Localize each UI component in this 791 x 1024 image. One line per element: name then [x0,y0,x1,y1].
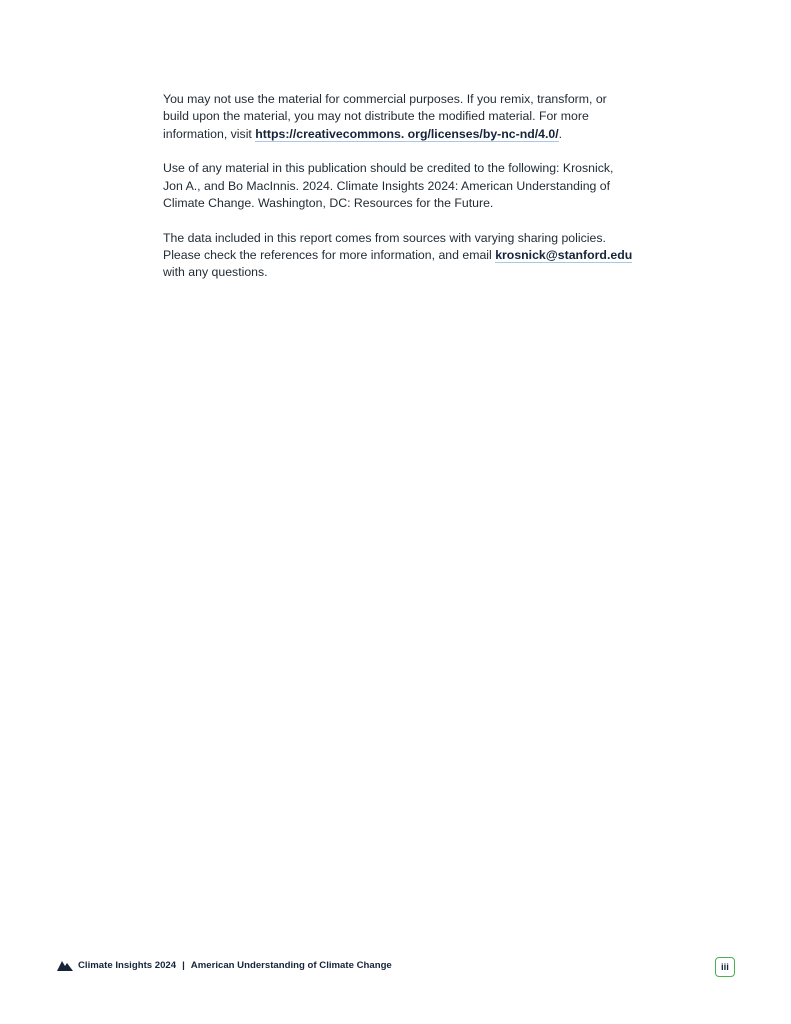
page-number-badge [715,957,735,977]
data-sharing-text-end: with any questions. [163,265,268,280]
data-sharing-paragraph [163,230,633,282]
footer-report-title: Climate Insights 2024 [78,960,177,971]
mountain-logo-icon [57,960,73,971]
license-paragraph [163,91,633,143]
citation-text: Use of any material in this publication should be credited to the following: Krosnick, Jon A., and Bo MacInnis. 2024. Climate Insights 2024: American Understanding of Climate Change. Washington, DC: Resources for the Future. [163,161,614,210]
creative-commons-link[interactable]: https://creativecommons. org/licenses/by-nc-nd/4.0/ [255,126,559,141]
footer-subtitle: American Understanding of Climate Change [190,960,392,971]
license-text-end: . [558,126,563,141]
footer-separator: | [182,960,185,971]
citation-paragraph [163,160,633,212]
page-footer [57,960,392,971]
license-text: You may not use the material for commercial purposes. If you remix, transform, or build upon the material, you may not distribute the modified material. For more information, visit [163,92,607,141]
data-sharing-text: The data included in this report comes from sources with varying sharing policies. Please check the references for more information, and email [163,230,606,263]
document-body [163,91,633,299]
page-number: iii [721,961,729,973]
contact-email-link[interactable]: krosnick@stanford.edu [495,248,633,263]
